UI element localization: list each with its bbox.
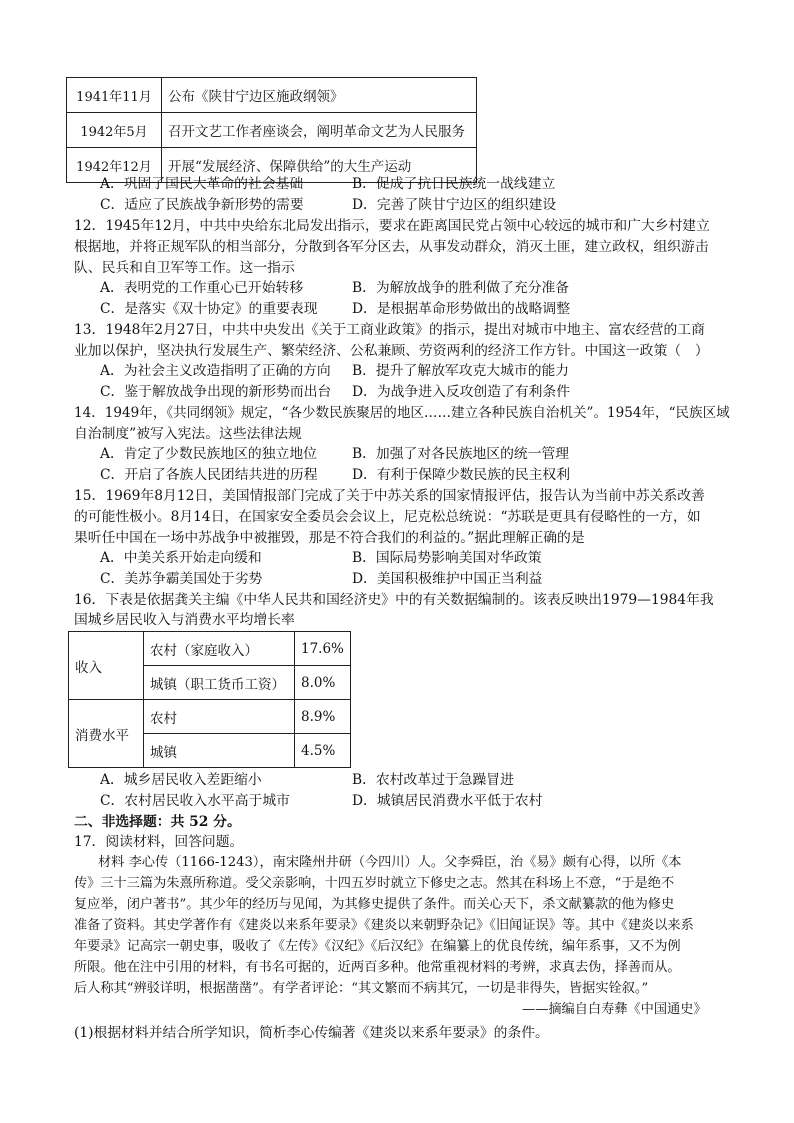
q17-material-line: 准备了资料。其史学著作有《建炎以来系年要录》《建炎以来朝野杂记》《旧闻证误》等。其中《建炎以来系 <box>74 918 694 933</box>
q14-option-a: A．肯定了少数民族地区的独立地位 <box>100 446 317 462</box>
q14-stem-line: 自治制度”被写入宪法。这些法律法规 <box>74 426 302 442</box>
growth-rate-table <box>68 631 351 768</box>
q12-option-a: A．表明党的工作重心已开始转移 <box>100 280 304 296</box>
q17-material-line: 年要录》记高宗一朝史事，吸收了《左传》《汉纪》《后汉纪》在编纂上的优良传统，编年系事，又不为例 <box>74 939 681 954</box>
q15-option-c: C．美苏争霸美国处于劣势 <box>100 571 263 587</box>
q11-option-a: A．巩固了国民大革命的社会基础 <box>100 176 304 192</box>
q14-option-b: B．加强了对各民族地区的统一管理 <box>352 446 570 462</box>
q14-option-c: C．开启了各族人民团结共进的历程 <box>100 467 318 483</box>
event-date: 1941年11月 <box>67 78 162 113</box>
q13-option-c: C．鉴于解放战争出现的新形势而出台 <box>100 384 332 400</box>
table-cell-item: 城镇 <box>144 734 295 768</box>
table-cell-item: 城镇（职工货币工资） <box>144 666 295 700</box>
q15-option-d: D．美国积极维护中国正当利益 <box>352 571 543 587</box>
event-text: 召开文艺工作者座谈会，阐明革命文艺为人民服务 <box>162 113 477 148</box>
section-heading: 二、非选择题：共 52 分。 <box>74 814 241 830</box>
table-row <box>69 632 351 666</box>
q15-option-b: B．国际局势影响美国对华政策 <box>352 550 542 566</box>
q13-option-a: A．为社会主义改造指明了正确的方向 <box>100 363 331 379</box>
q14-option-d: D．有利于保障少数民族的民主权利 <box>352 467 571 483</box>
q15-stem-line: 15．1969年8月12日，美国情报部门完成了关于中苏关系的国家情报评估，报告认为当前中苏关系改善 <box>74 488 705 504</box>
q16-option-b: B．农村改革过于急躁冒进 <box>352 772 514 788</box>
q11-option-b: B．促成了抗日民族统一战线建立 <box>352 176 556 192</box>
income-header: 收入 <box>69 632 144 700</box>
q11-option-c: C．适应了民族战争新形势的需要 <box>100 197 304 213</box>
q15-option-a: A．中美关系开始走向缓和 <box>100 550 262 566</box>
q16-option-c: C．农村居民收入水平高于城市 <box>100 793 290 809</box>
q17-material-line: 复应举，闭户著书”。其少年的经历与见闻，为其修史提供了条件。而关心天下，杀文献纂款的他为修史 <box>74 897 675 912</box>
q15-stem-line: 果听任中国在一场中苏战争中被摧毁，那是不符合我们的利益的。”据此理解正确的是 <box>74 530 585 546</box>
table-row <box>67 113 477 148</box>
table-cell-value: 17.6% <box>295 632 351 666</box>
q13-option-d: D．为战争进入反攻创造了有利条件 <box>352 384 571 400</box>
table-cell-item: 农村 <box>144 700 295 734</box>
event-text: 开展“发展经济、保障供给”的大生产运动 <box>162 148 477 183</box>
table-cell-value: 4.5% <box>295 734 351 768</box>
table-cell-item: 农村（家庭收入） <box>144 632 295 666</box>
q12-option-d: D．是根据革命形势做出的战略调整 <box>352 301 571 317</box>
q16-stem-line: 国城乡居民收入与消费水平均增长率 <box>74 612 295 628</box>
q16-stem-line: 16．下表是依据龚关主编《中华人民共和国经济史》中的有关数据编制的。该表反映出1979—1984年我 <box>74 592 714 608</box>
q12-stem-line: 根据地，并将正规军队的相当部分，分散到各军分区去，从事发动群众，消灭土匪，建立政权，组织游击 <box>74 239 709 255</box>
q17-material-line: 材料 李心传（1166-1243），南宋隆州井研（今四川）人。父李舜臣，治《易》颇有心得，以所《本 <box>98 855 682 870</box>
q17-material-line: 传》三十三篇为朱熹所称道。受父亲影响，十四五岁时就立下修史之志。然其在科场上不意，“于是绝不 <box>74 876 675 891</box>
q12-option-b: B．为解放战争的胜利做了充分准备 <box>352 280 570 296</box>
q17-source: ——摘编自白寿彝《中国通史》 <box>522 1002 707 1017</box>
q12-stem-line: 队、民兵和自卫军等工作。这一指示 <box>74 260 295 276</box>
event-date: 1942年12月 <box>67 148 162 183</box>
consumption-header: 消费水平 <box>69 700 144 768</box>
q17-material-line: 所限。他在注中引用的材料，有书名可据的，近两百多种。他常重视材料的考辨，求真去伪，择善而从。 <box>74 960 681 975</box>
events-table <box>66 77 477 183</box>
q14-stem-line: 14．1949年，《共同纲领》规定，“各少数民族聚居的地区……建立各种民族自治机关”。1954年，“民族区域 <box>74 405 730 421</box>
table-row <box>67 78 477 113</box>
q13-stem-line: 13．1948年2月27日，中共中央发出《关于工商业政策》的指示，提出对城市中地主、富农经营的工商 <box>74 322 705 338</box>
event-text: 公布《陕甘宁边区施政纲领》 <box>162 78 477 113</box>
q16-option-a: A．城乡居民收入差距缩小 <box>100 772 262 788</box>
q12-option-c: C．是落实《双十协定》的重要表现 <box>100 301 318 317</box>
event-date: 1942年5月 <box>67 113 162 148</box>
table-cell-value: 8.0% <box>295 666 351 700</box>
table-row <box>69 700 351 734</box>
q15-stem-line: 的可能性极小。8月14日，在国家安全委员会会议上，尼克松总统说：“苏联是更具有侵略性的一方，如 <box>74 509 701 525</box>
q13-stem-line: 业加以保护，坚决执行发展生产、繁荣经济、公私兼顾、劳资两利的经济工作方针。中国这一政策（ ） <box>74 343 709 359</box>
q16-option-d: D．城镇居民消费水平低于农村 <box>352 793 543 809</box>
q13-option-b: B．提升了解放军攻克大城市的能力 <box>352 363 570 379</box>
table-cell-value: 8.9% <box>295 700 351 734</box>
q11-option-d: D．完善了陕甘宁边区的组织建设 <box>352 197 557 213</box>
q17-title: 17．阅读材料，回答问题。 <box>74 834 244 850</box>
q17-subquestion: (1)根据材料并结合所学知识，简析李心传编著《建炎以来系年要录》的条件。 <box>74 1025 549 1041</box>
q17-material-line: 后人称其“辨驳详明，根据凿凿”。有学者评论：“其文繁而不病其冗，一切是非得失，皆据实铨叙。” <box>74 981 649 996</box>
q12-stem-line: 12．1945年12月，中共中央给东北局发出指示，要求在距离国民党占领中心较远的城市和广大乡村建立 <box>74 218 710 234</box>
